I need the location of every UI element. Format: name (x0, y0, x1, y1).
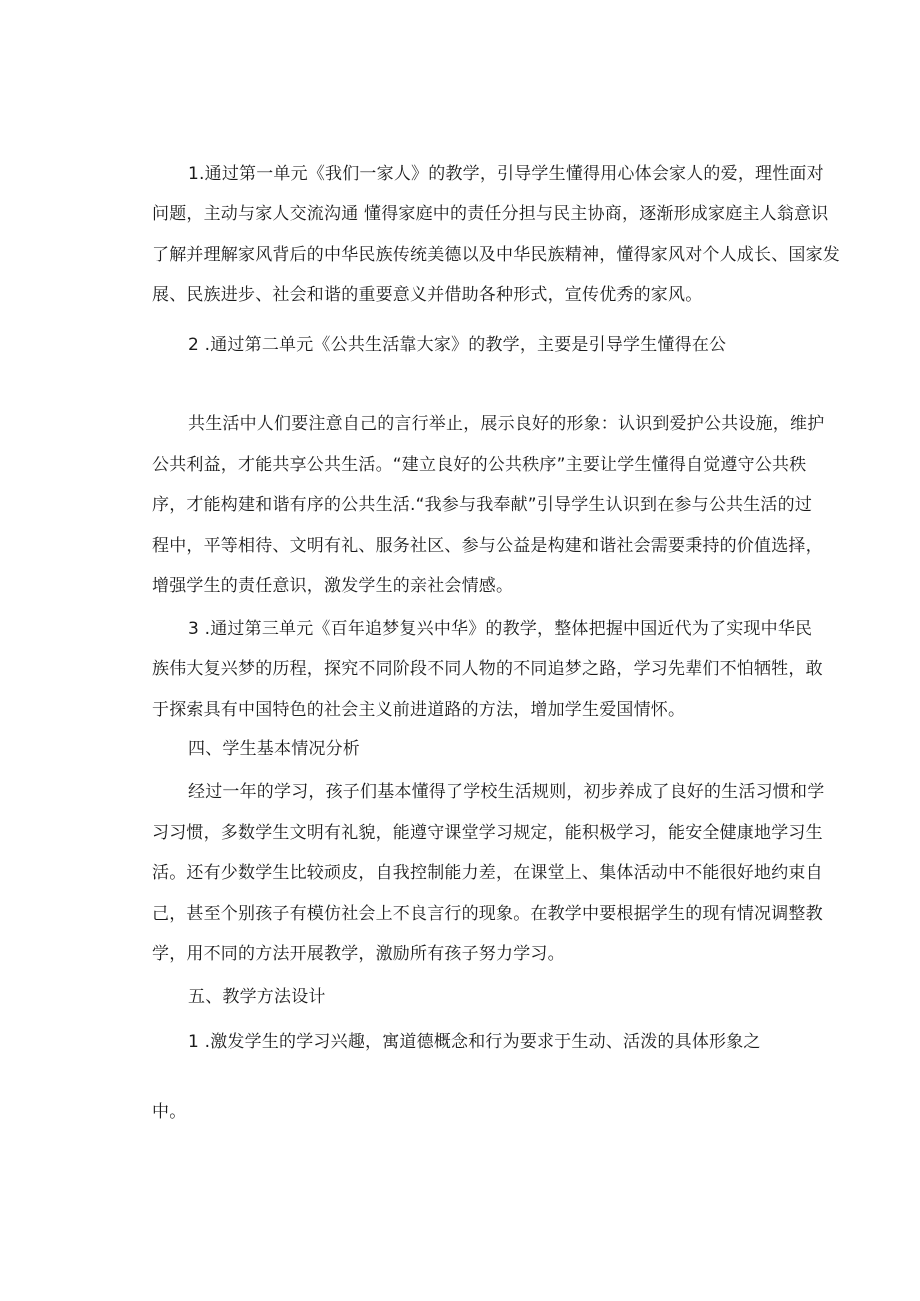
text-line: 习习惯，多数学生文明有礼貌，能遵守课堂学习规定，能积极学习，能安全健康地学习生 (152, 823, 823, 843)
text-line: 增强学生的责任意识，激发学生的亲社会情感。 (152, 576, 514, 596)
text-line: 己，甚至个别孩子有模仿社会上不良言行的现象。在教学中要根据学生的现有情况调整教 (152, 904, 823, 924)
text-line: 1.通过第一单元《我们一家人》的教学，引导学生懂得用心体会家人的爱，理性面对 (188, 164, 824, 184)
text-line: 问题，主动与家人交流沟通 懂得家庭中的责任分担与民主协商，逐渐形成家庭主人翁意识 (152, 204, 829, 224)
text-line: 序，才能构建和谐有序的公共生活.“我参与我奉献”引导学生认识到在参与公共生活的过 (152, 495, 813, 515)
section-heading: 五、教学方法设计 (188, 987, 326, 1007)
text-line: 2 .通过第二单元《公共生活靠大家》的教学，主要是引导学生懂得在公 (188, 335, 727, 355)
text-line: 3 .通过第三单元《百年追梦复兴中华》的教学，整体把握中国近代为了实现中华民 (188, 619, 813, 639)
text-line: 1 .激发学生的学习兴趣，寓道德概念和行为要求于生动、活泼的具体形象之 (188, 1032, 761, 1052)
text-line: 学，用不同的方法开展教学，激励所有孩子努力学习。 (152, 944, 565, 964)
text-line: 公共利益，才能共享公共生活。“建立良好的公共秩序”主要让学生懂得自觉遵守公共秩 (152, 455, 807, 475)
text-line: 程中，平等相待、文明有礼、服务社区、参与公益是构建和谐社会需要秉持的价值选择， (152, 536, 823, 556)
section-heading: 四、学生基本情况分析 (188, 739, 360, 759)
text-line: 共生活中人们要注意自己的言行举止，展示良好的形象：认识到爱护公共设施，维护 (188, 414, 825, 434)
text-line: 了解并理解家风背后的中华民族传统美德以及中华民族精神，懂得家风对个人成长、国家发 (152, 245, 840, 265)
text-line: 中。 (152, 1102, 187, 1122)
text-line: 于探索具有中国特色的社会主义前进道路的方法，增加学生爱国情怀。 (152, 700, 686, 720)
text-line: 展、民族进步、社会和谐的重要意义并借助各种形式，宣传优秀的家风。 (152, 285, 703, 305)
text-line: 活。还有少数学生比较顽皮，自我控制能力差，在课堂上、集体活动中不能很好地约束自 (152, 863, 823, 883)
text-line: 经过一年的学习，孩子们基本懂得了学校生活规则，初步养成了良好的生活习惯和学 (188, 782, 825, 802)
text-line: 族伟大复兴梦的历程，探究不同阶段不同人物的不同追梦之路，学习先辈们不怕牺牲，敢 (152, 659, 823, 679)
